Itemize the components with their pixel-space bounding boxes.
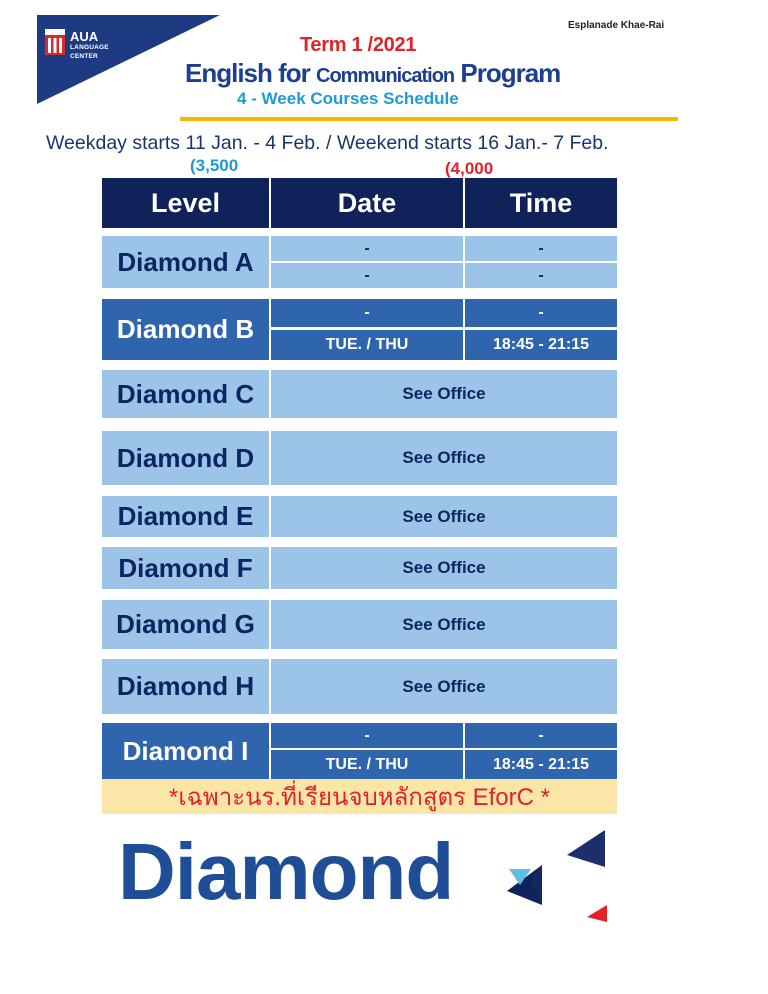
aua-shield-icon bbox=[44, 26, 66, 56]
time-cell: 18:45 - 21:15 bbox=[465, 330, 617, 360]
diamond-wordmark: Diamond bbox=[118, 827, 454, 916]
level-diamond-d: Diamond D bbox=[102, 431, 269, 485]
triangle-arrows-icon bbox=[495, 825, 625, 935]
date-cell: - bbox=[271, 723, 463, 748]
level-diamond-g: Diamond G bbox=[102, 600, 269, 649]
date-cell: - bbox=[271, 263, 463, 288]
level-diamond-b: Diamond B bbox=[102, 299, 269, 360]
time-cell: - bbox=[465, 263, 617, 288]
price-weekday: (3,500 bbox=[190, 156, 239, 175]
schedule-subtitle: 4 - Week Courses Schedule bbox=[237, 89, 459, 108]
see-office-cell: See Office bbox=[271, 431, 617, 485]
see-office-cell: See Office bbox=[271, 370, 617, 418]
see-office-cell: See Office bbox=[271, 547, 617, 589]
time-cell: - bbox=[465, 299, 617, 327]
program-part3: Program bbox=[460, 58, 561, 88]
level-diamond-i: Diamond I bbox=[102, 723, 269, 779]
see-office-cell: See Office bbox=[271, 659, 617, 714]
price-weekend: (4,000 bbox=[445, 159, 494, 178]
time-cell: - bbox=[465, 723, 617, 748]
header-date: Date bbox=[271, 178, 463, 228]
location-label: Esplanade Khae-Rai bbox=[568, 20, 665, 31]
date-cell: - bbox=[271, 299, 463, 327]
logo-sub2: CENTER bbox=[70, 52, 98, 60]
date-cell: - bbox=[271, 236, 463, 261]
level-diamond-e: Diamond E bbox=[102, 496, 269, 537]
program-title bbox=[185, 58, 560, 89]
logo-sub1: LANGUAGE bbox=[70, 44, 109, 51]
header-time: Time bbox=[465, 178, 617, 228]
see-office-cell: See Office bbox=[271, 600, 617, 649]
time-cell: - bbox=[465, 236, 617, 261]
level-diamond-f: Diamond F bbox=[102, 547, 269, 589]
header-level: Level bbox=[102, 178, 269, 228]
date-cell: TUE. / THU bbox=[271, 750, 463, 779]
level-diamond-h: Diamond H bbox=[102, 659, 269, 714]
level-diamond-a: Diamond A bbox=[102, 236, 269, 288]
level-diamond-c: Diamond C bbox=[102, 370, 269, 418]
see-office-cell: See Office bbox=[271, 496, 617, 537]
program-part1: English for bbox=[185, 58, 310, 88]
logo-text bbox=[70, 30, 109, 60]
eligibility-note: *เฉพาะนร.ที่เรียนจบหลักสูตร EforC * bbox=[102, 779, 617, 814]
start-dates: Weekday starts 11 Jan. - 4 Feb. / Weekend starts 16 Jan.- 7 Feb. bbox=[46, 132, 609, 154]
logo-banner bbox=[0, 0, 230, 110]
term-title: Term 1 /2021 bbox=[300, 34, 417, 56]
date-cell: TUE. / THU bbox=[271, 330, 463, 360]
program-part2: Communication bbox=[316, 65, 455, 87]
gold-divider bbox=[180, 117, 678, 121]
logo-main: AUA bbox=[70, 29, 99, 44]
time-cell: 18:45 - 21:15 bbox=[465, 750, 617, 779]
